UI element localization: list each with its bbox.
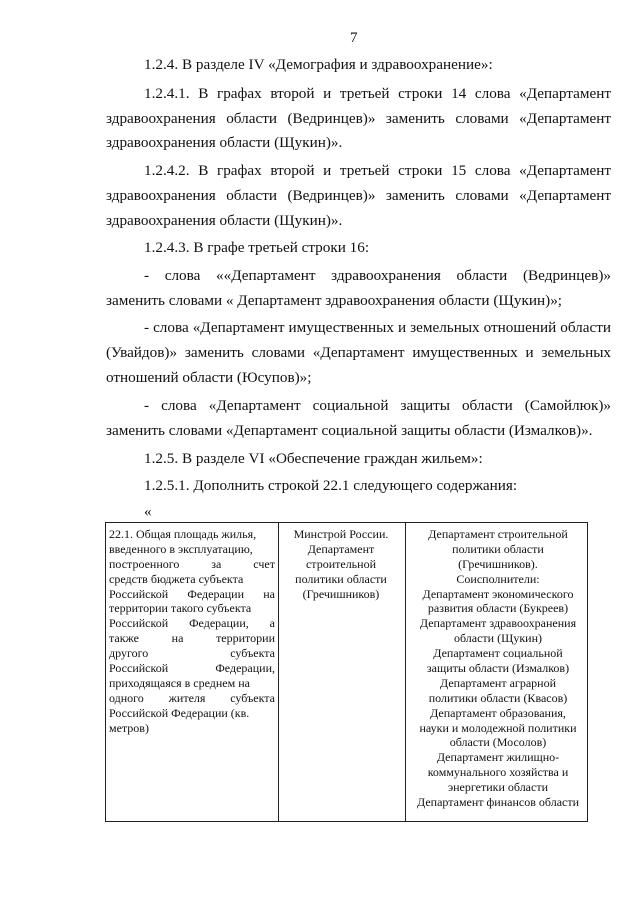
department-line: области (Щукин): [453, 631, 543, 646]
paragraph-2-line-1: 1.2.4.1. В графах второй и третьей строки 14 слова «Департамент: [144, 85, 611, 102]
indicator-line: введенного в эксплуатацию,: [109, 541, 253, 556]
paragraph-3-line-1: 1.2.4.2. В графах второй и третьей строки 15 слова «Департамент: [144, 162, 611, 179]
indicator-line: средств бюджета субъекта: [109, 571, 244, 586]
department-line: политики области: [452, 541, 544, 556]
indicator-line: также на территории: [109, 631, 275, 646]
responsible-ministry-cell: [282, 527, 400, 601]
paragraph-7-line-2: заменить словами «Департамент социальной защиты области (Измалков)».: [106, 422, 593, 439]
indicator-cell: [109, 527, 275, 735]
indicator-line: Российской Федерации,: [109, 661, 275, 676]
paragraph-4-line-1: 1.2.4.3. В графе третьей строки 16:: [144, 239, 370, 256]
page-number: 7: [350, 30, 358, 46]
department-line: Департамент социальной: [433, 646, 563, 661]
department-line: политики области (Квасов): [428, 690, 568, 705]
department-line: коммунального хозяйства и: [427, 765, 569, 780]
paragraph-1-line-1: 1.2.4. В разделе IV «Демография и здравоохранение»:: [144, 56, 493, 73]
department-line: (Гречишников).: [458, 556, 538, 571]
ministry-line: Минстрой России.: [293, 527, 389, 541]
department-line: энергетики области: [447, 780, 549, 795]
indicator-line: Российской Федерации (кв.: [109, 705, 250, 720]
paragraph-2-line-3: здравоохранения области (Щукин)».: [106, 134, 343, 151]
indicator-line: Российской Федерации, а: [109, 616, 275, 631]
department-line: Соисполнители:: [456, 571, 540, 586]
ministry-line: политики области: [295, 571, 387, 586]
department-line: Департамент экономического: [422, 586, 574, 601]
paragraph-7-line-1: - слова «Департамент социальной защиты области (Самойлюк)»: [144, 397, 611, 414]
department-line: Департамент финансов области: [416, 795, 580, 810]
paragraph-8-line-1: 1.2.5. В разделе VI «Обеспечение граждан жильем»:: [144, 450, 483, 467]
indicator-line: построенного за счет: [109, 556, 275, 571]
ministry-line: Департамент: [307, 541, 375, 556]
opening-quote-mark: «: [144, 503, 152, 520]
paragraph-3-line-2: здравоохранения области (Ведринцев)» заменить словами «Департамент: [106, 187, 611, 204]
paragraph-3-line-3: здравоохранения области (Щукин)».: [106, 212, 343, 229]
paragraph-6-line-1: - слова «Департамент имущественных и земельных отношений области: [144, 319, 611, 336]
paragraph-9-line-1: 1.2.5.1. Дополнить строкой 22.1 следующего содержания:: [144, 477, 518, 494]
department-line: Департамент строительной: [428, 527, 568, 541]
indicator-line: одного жителя субъекта: [109, 690, 275, 705]
department-line: Департамент аграрной: [440, 675, 556, 690]
department-line: Департамент здравоохранения: [419, 616, 577, 631]
ministry-line: (Гречишников): [302, 586, 380, 601]
responsible-departments-cell: [408, 527, 588, 810]
column-divider: [278, 523, 279, 821]
department-line: области (Мосолов): [449, 735, 547, 750]
indicator-line: другого субъекта: [109, 646, 275, 661]
paragraph-6-line-3: отношений области (Юсупов)»;: [106, 369, 312, 386]
indicator-line: территории такого субъекта: [109, 601, 252, 616]
indicator-line: 22.1. Общая площадь жилья,: [109, 527, 257, 541]
paragraph-5-line-2: заменить словами « Департамент здравоохранения области (Щукин)»;: [106, 292, 563, 309]
indicator-line: приходящаяся в среднем на: [109, 675, 250, 690]
column-divider: [405, 523, 406, 821]
amendment-table: [105, 522, 588, 822]
department-line: Департамент образования,: [430, 705, 566, 720]
indicator-line: метров): [109, 720, 149, 735]
department-line: защиты области (Измалков): [426, 661, 570, 676]
indicator-line: Российской Федерации на: [109, 586, 275, 601]
paragraph-6-line-2: (Увайдов)» заменить словами «Департамент имущественных и земельных: [106, 344, 611, 361]
ministry-line: строительной: [305, 556, 376, 571]
paragraph-2-line-2: здравоохранения области (Ведринцев)» заменить словами «Департамент: [106, 110, 611, 127]
department-line: Департамент жилищно-: [436, 750, 560, 765]
department-line: развития области (Букреев): [427, 601, 569, 616]
paragraph-5-line-1: - слова ««Департамент здравоохранения области (Ведринцев)»: [144, 267, 611, 284]
department-line: науки и молодежной политики: [419, 720, 577, 735]
